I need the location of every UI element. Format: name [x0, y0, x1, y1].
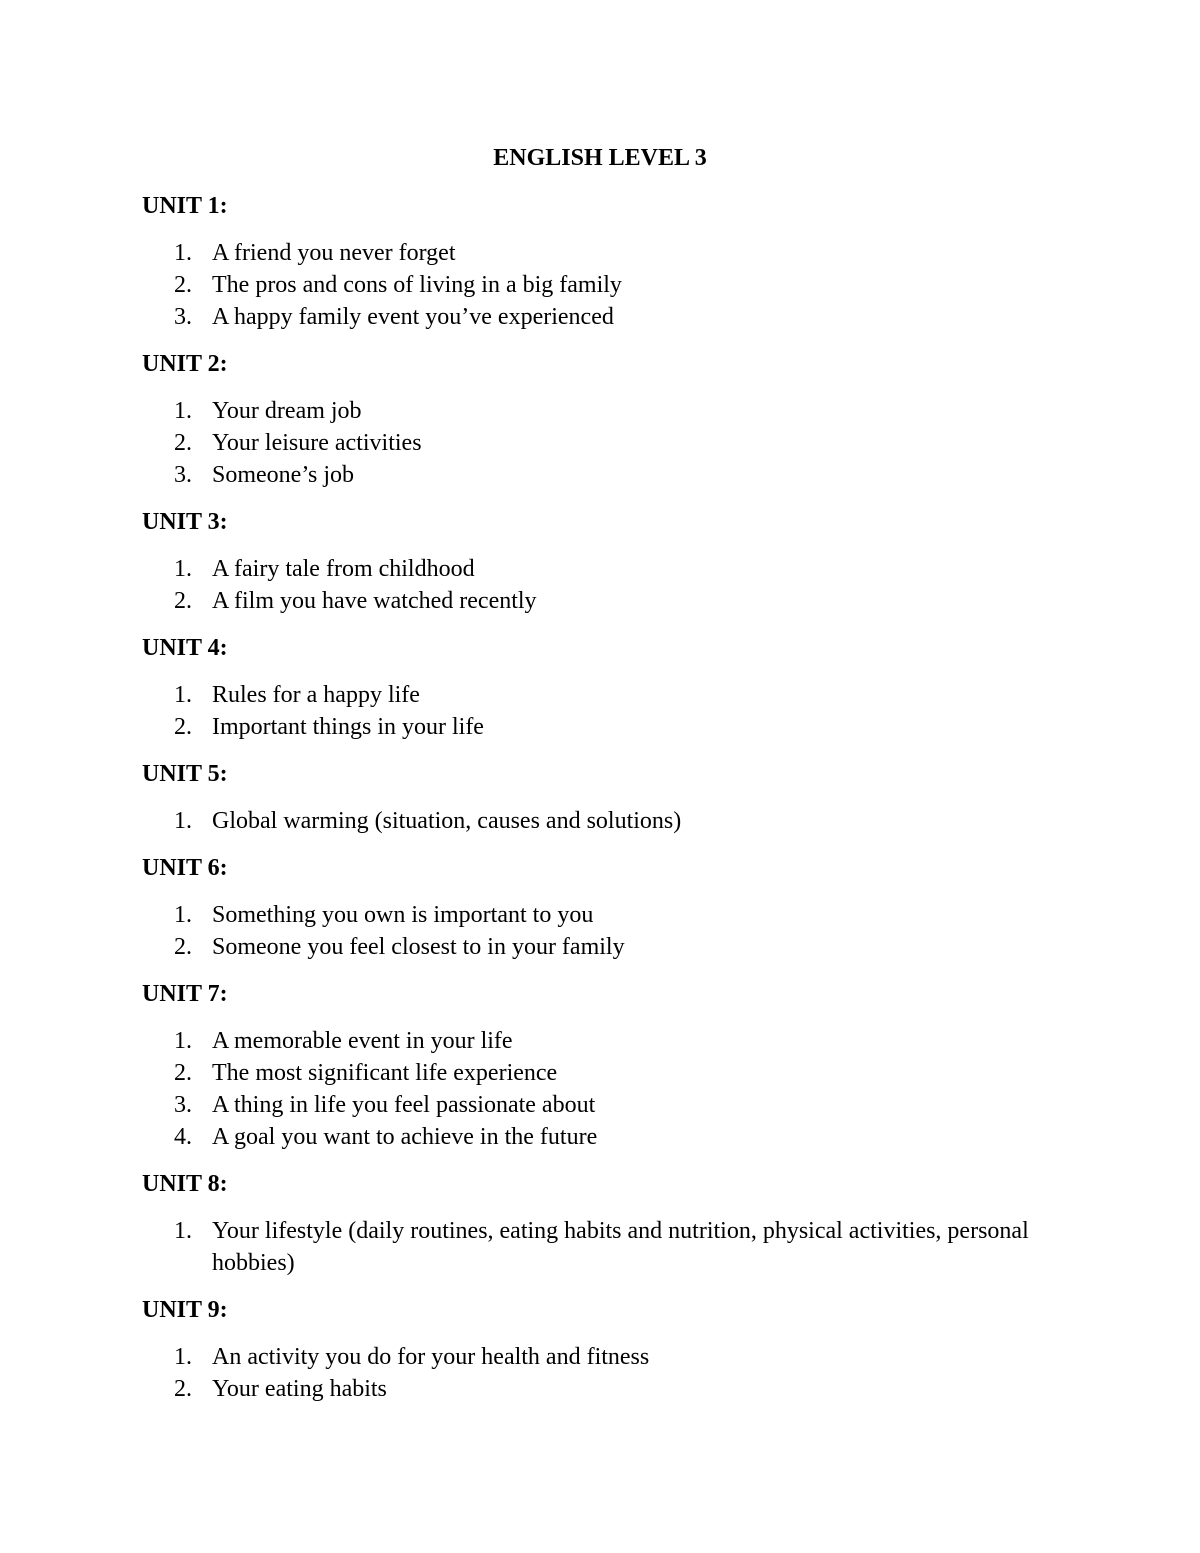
- topic-item: [142, 553, 1062, 585]
- topic-list: [142, 1025, 1062, 1153]
- unit-heading: UNIT 2:: [142, 351, 228, 377]
- topic-item: [142, 301, 1062, 333]
- topic-text: Something you own is important to you: [212, 902, 594, 928]
- topic-text: A memorable event in your life: [212, 1028, 513, 1054]
- topic-item: [142, 427, 1062, 459]
- document-title: ENGLISH LEVEL 3: [493, 145, 707, 171]
- topic-item: [142, 805, 1062, 837]
- unit-heading: UNIT 1:: [142, 193, 228, 219]
- topic-text: A thing in life you feel passionate about: [212, 1092, 596, 1118]
- topic-text: A friend you never forget: [212, 240, 456, 266]
- topic-number: 2.: [174, 1060, 192, 1086]
- topic-item: [142, 899, 1062, 931]
- topic-item: [142, 1057, 1062, 1089]
- unit-heading: UNIT 6:: [142, 855, 228, 881]
- topic-item: [142, 1215, 1062, 1279]
- topic-number: 3.: [174, 1092, 192, 1118]
- unit-section-4: [142, 632, 1062, 743]
- topic-text: Your leisure activities: [212, 430, 422, 456]
- topic-text: Someone you feel closest to in your family: [212, 934, 625, 960]
- unit-section-6: [142, 852, 1062, 963]
- topic-number: 3.: [174, 462, 192, 488]
- topic-item: [142, 1341, 1062, 1373]
- unit-heading: UNIT 4:: [142, 635, 228, 661]
- unit-heading: UNIT 3:: [142, 509, 228, 535]
- topic-text: Important things in your life: [212, 714, 484, 740]
- topic-list: [142, 1215, 1062, 1279]
- topic-list: [142, 679, 1062, 743]
- topic-number: 2.: [174, 714, 192, 740]
- topic-text: A goal you want to achieve in the future: [212, 1124, 598, 1150]
- topic-list: [142, 395, 1062, 491]
- topic-list: [142, 899, 1062, 963]
- topic-number: 4.: [174, 1124, 192, 1150]
- topic-text: An activity you do for your health and fitness: [212, 1344, 650, 1370]
- topic-item: [142, 679, 1062, 711]
- topic-number: 1.: [174, 682, 192, 708]
- topic-item: [142, 395, 1062, 427]
- topic-number: 2.: [174, 934, 192, 960]
- topic-text: A film you have watched recently: [212, 588, 537, 614]
- topic-item: [142, 237, 1062, 269]
- topic-text: The pros and cons of living in a big family: [212, 272, 622, 298]
- topic-text: Your lifestyle (daily routines, eating habits and nutrition, physical activities, personal hobbies): [212, 1218, 1029, 1276]
- unit-section-5: [142, 758, 1062, 837]
- topic-number: 2.: [174, 1376, 192, 1402]
- unit-heading: UNIT 5:: [142, 761, 228, 787]
- topic-item: [142, 1373, 1062, 1405]
- units-list: [142, 190, 1062, 1420]
- unit-heading: UNIT 8:: [142, 1171, 228, 1197]
- topic-item: [142, 585, 1062, 617]
- topic-number: 1.: [174, 1218, 192, 1244]
- topic-list: [142, 553, 1062, 617]
- topic-item: [142, 931, 1062, 963]
- topic-text: Global warming (situation, causes and solutions): [212, 808, 682, 834]
- unit-section-8: [142, 1168, 1062, 1279]
- topic-text: Rules for a happy life: [212, 682, 420, 708]
- topic-text: Your eating habits: [212, 1376, 387, 1402]
- unit-section-1: [142, 190, 1062, 333]
- topic-item: [142, 269, 1062, 301]
- unit-section-2: [142, 348, 1062, 491]
- topic-text: Someone’s job: [212, 462, 354, 488]
- topic-number: 2.: [174, 588, 192, 614]
- topic-text: A happy family event you’ve experienced: [212, 304, 614, 330]
- topic-number: 1.: [174, 902, 192, 928]
- topic-number: 1.: [174, 1344, 192, 1370]
- topic-list: [142, 805, 1062, 837]
- topic-number: 2.: [174, 430, 192, 456]
- topic-list: [142, 237, 1062, 333]
- topic-item: [142, 1025, 1062, 1057]
- unit-section-9: [142, 1294, 1062, 1405]
- unit-section-7: [142, 978, 1062, 1153]
- topic-number: 1.: [174, 398, 192, 424]
- topic-number: 3.: [174, 304, 192, 330]
- topic-item: [142, 459, 1062, 491]
- topic-number: 2.: [174, 272, 192, 298]
- topic-text: A fairy tale from childhood: [212, 556, 475, 582]
- topic-item: [142, 1121, 1062, 1153]
- topic-number: 1.: [174, 1028, 192, 1054]
- topic-text: Your dream job: [212, 398, 362, 424]
- topic-list: [142, 1341, 1062, 1405]
- topic-number: 1.: [174, 240, 192, 266]
- topic-number: 1.: [174, 556, 192, 582]
- unit-heading: UNIT 7:: [142, 981, 228, 1007]
- topic-item: [142, 1089, 1062, 1121]
- unit-heading: UNIT 9:: [142, 1297, 228, 1323]
- unit-section-3: [142, 506, 1062, 617]
- topic-item: [142, 711, 1062, 743]
- topic-number: 1.: [174, 808, 192, 834]
- topic-text: The most significant life experience: [212, 1060, 558, 1086]
